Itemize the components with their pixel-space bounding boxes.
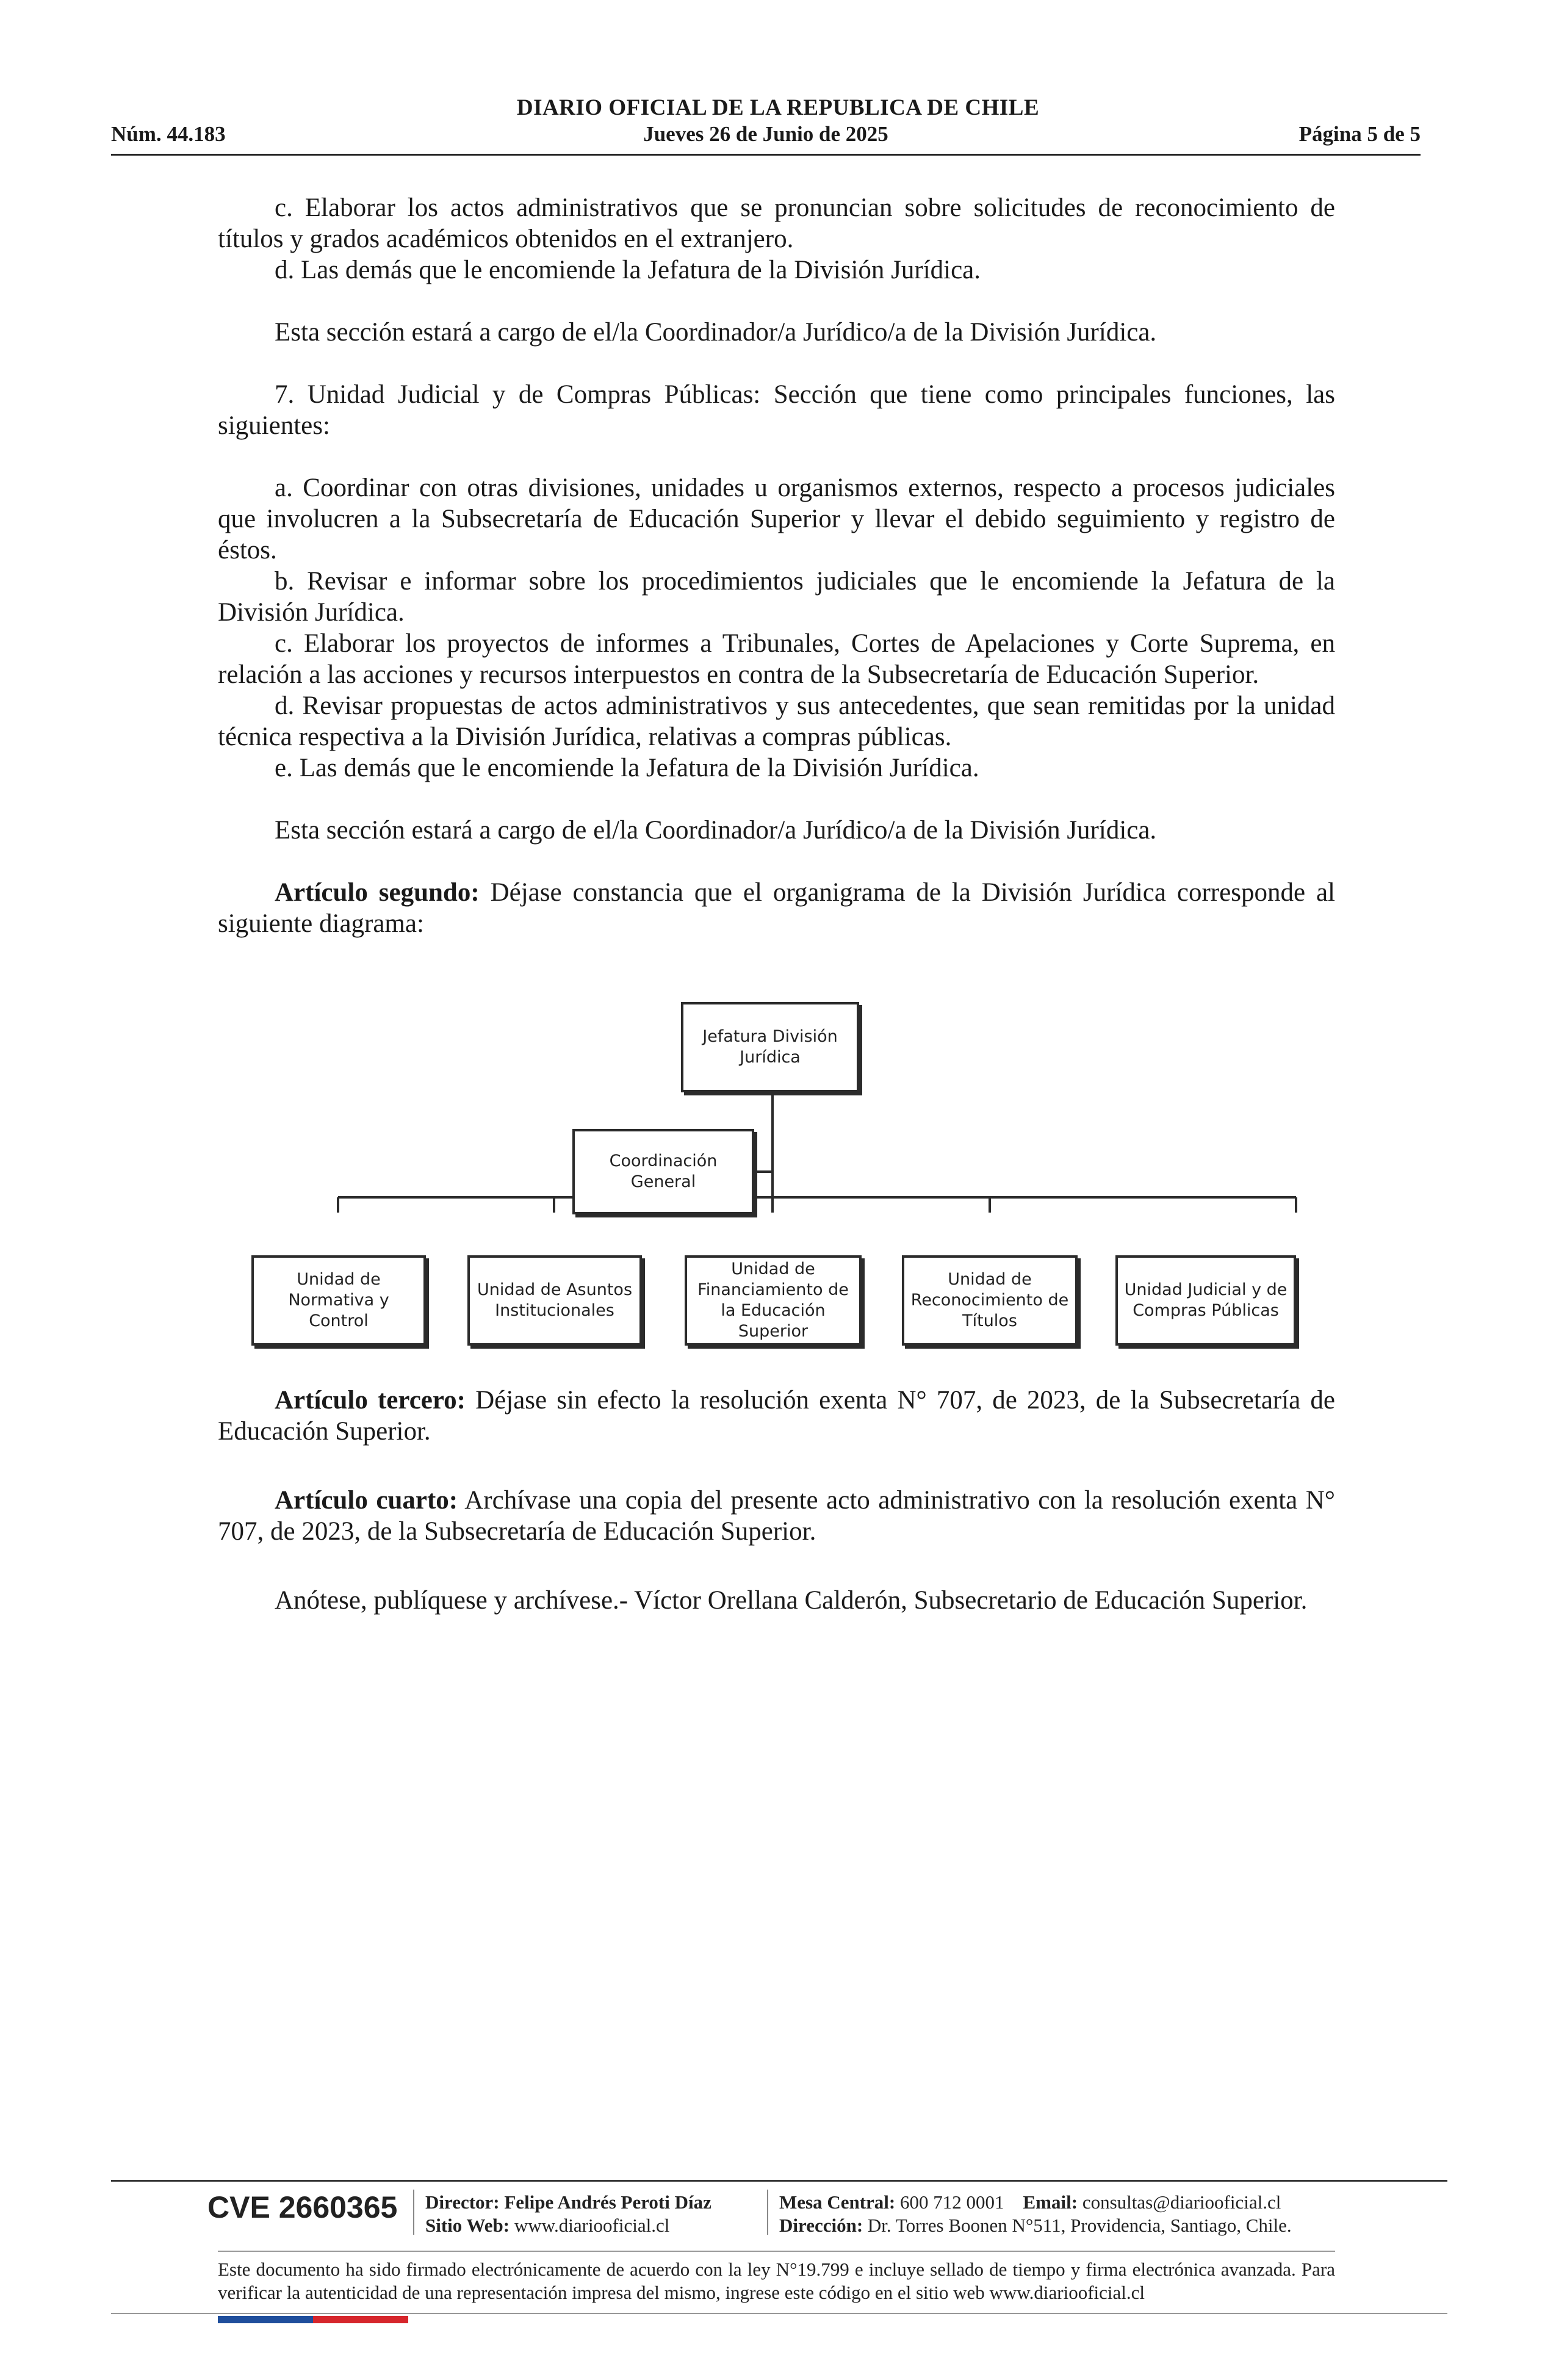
org-box-unit-judicial: Unidad Judicial y de Compras Públicas — [1115, 1255, 1296, 1346]
closing-paragraph: Anótese, publíquese y archívese.- Víctor Orellana Calderón, Subsecretario de Educación Superior. — [275, 1586, 1308, 1615]
cve-code: CVE 2660365 — [207, 2190, 398, 2224]
org-box-jefatura: Jefatura División Jurídica — [681, 1002, 859, 1092]
article-second: Artículo segundo: Déjase constancia que el organigrama de la División Jurídica corresponde al siguiente diagrama: — [218, 878, 1335, 938]
header-divider — [111, 154, 1421, 156]
paragraph: d. Las demás que le encomiende la Jefatura de la División Jurídica. — [275, 256, 981, 284]
signature-note: Este documento ha sido firmado electrónicamente de acuerdo con la ley N°19.799 e incluye sellado de tiempo y firma electrónica avanzada. Para verificar la autenticidad de una representación impresa del mismo, ingrese este código en el sitio web www.diariooficial.cl — [218, 2259, 1335, 2303]
paragraph: d. Revisar propuestas de actos administrativos y sus antecedentes, que sean remitidas por la unidad técnica respectiva a la División Jurídica, relativas a compras públicas. — [218, 691, 1335, 751]
footer-separator — [413, 2190, 414, 2235]
paragraph: b. Revisar e informar sobre los procedimientos judiciales que le encomiende la Jefatura de la División Jurídica. — [218, 567, 1335, 627]
paragraph: 7. Unidad Judicial y de Compras Públicas: Sección que tiene como principales funciones, las siguientes: — [218, 380, 1335, 440]
phone-number: 600 712 0001 — [900, 2191, 1004, 2213]
issue-number: Núm. 44.183 — [111, 122, 226, 146]
article-label: Artículo tercero: — [275, 1386, 466, 1415]
paragraph: Esta sección estará a cargo de el/la Coordinador/a Jurídico/a de la División Jurídica. — [275, 816, 1157, 845]
org-box-coordinacion: Coordinación General — [572, 1129, 754, 1214]
footer-divider — [111, 2313, 1447, 2314]
article-third: Artículo tercero: Déjase sin efecto la resolución exenta N° 707, de 2023, de la Subsecretaría de Educación Superior. — [218, 1386, 1335, 1446]
article-fourth: Artículo cuarto: Archívase una copia del presente acto administrativo con la resolución exenta N° 707, de 2023, de la Subsecretaría de Educación Superior. — [218, 1486, 1336, 1546]
header-row — [111, 122, 1421, 150]
issue-date: Jueves 26 de Junio de 2025 — [643, 122, 888, 146]
footer-divider — [218, 2251, 1335, 2252]
address: Dr. Torres Boonen N°511, Providencia, Santiago, Chile. — [867, 2215, 1292, 2236]
footer-contact-block: Mesa Central: 600 712 0001 Email: consultas@diariooficial.cl Dirección: Dr. Torres Boonen N°511, Providencia, Santiago, Chile. — [779, 2191, 1292, 2236]
flag-red — [313, 2316, 408, 2323]
page-indicator: Página 5 de 5 — [1298, 122, 1421, 146]
website-link[interactable]: www.diariooficial.cl — [514, 2215, 670, 2236]
email-link[interactable]: consultas@diariooficial.cl — [1082, 2191, 1281, 2213]
flag-blue — [218, 2316, 313, 2323]
org-box-unit-reconocimiento: Unidad de Reconocimiento de Títulos — [902, 1255, 1078, 1346]
paragraph: e. Las demás que le encomiende la Jefatura de la División Jurídica. — [275, 754, 979, 782]
footer-director-block: Director: Felipe Andrés Peroti Díaz Sitio Web: www.diariooficial.cl — [425, 2191, 711, 2236]
document-body — [218, 192, 1335, 1616]
paragraph: Esta sección estará a cargo de el/la Coordinador/a Jurídico/a de la División Jurídica. — [275, 318, 1157, 347]
org-chart — [244, 995, 1312, 1361]
org-box-unit-normativa: Unidad de Normativa y Control — [251, 1255, 426, 1346]
article-label: Artículo cuarto: — [275, 1486, 458, 1515]
paragraph: c. Elaborar los actos administrativos que se pronuncian sobre solicitudes de reconocimiento de títulos y grados académicos obtenidos en el extranjero. — [218, 193, 1335, 253]
footer-separator — [767, 2190, 768, 2235]
newspaper-title: DIARIO OFICIAL DE LA REPUBLICA DE CHILE — [516, 95, 1040, 120]
article-label: Artículo segundo: — [275, 878, 480, 907]
org-box-unit-asuntos: Unidad de Asuntos Institucionales — [467, 1255, 642, 1346]
director-name: Felipe Andrés Peroti Díaz — [504, 2191, 711, 2213]
flag-stripe — [218, 2316, 408, 2323]
paragraph: a. Coordinar con otras divisiones, unidades u organismos externos, respecto a procesos judiciales que involucren a la Subsecretaría de Educación Superior y llevar el debido seguimiento y registro de éstos. — [218, 474, 1335, 564]
footer-divider — [111, 2180, 1447, 2182]
paragraph: c. Elaborar los proyectos de informes a Tribunales, Cortes de Apelaciones y Corte Suprema, en relación a las acciones y recursos interpuestos en contra de la Subsecretaría de Educación Superior. — [218, 629, 1335, 689]
org-box-unit-financiamiento: Unidad de Financiamiento de la Educación Superior — [685, 1255, 862, 1346]
